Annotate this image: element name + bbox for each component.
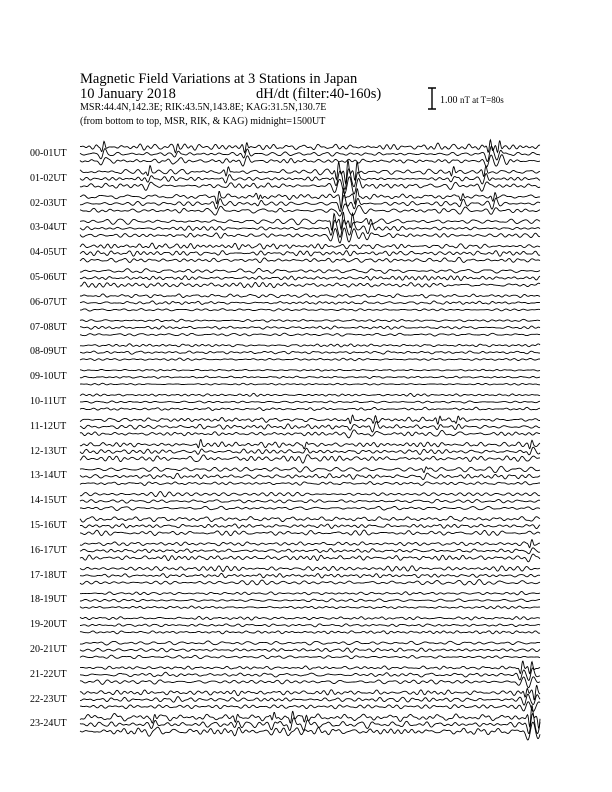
row-label-11-12UT: 11-12UT: [30, 420, 67, 432]
trace-kag-12-13UT: [80, 440, 540, 449]
trace-msr-05-06UT: [80, 282, 540, 288]
trace-rik-16-17UT: [80, 548, 540, 554]
trace-rik-21-22UT: [80, 668, 540, 680]
row-label-17-18UT: 17-18UT: [30, 569, 67, 581]
hour-row-11-12UT: [80, 415, 540, 438]
trace-kag-06-07UT: [80, 294, 540, 298]
trace-rik-12-13UT: [80, 447, 540, 455]
row-label-10-11UT: 10-11UT: [30, 396, 67, 407]
row-label-06-07UT: 06-07UT: [30, 296, 67, 308]
row-label-20-21UT: 20-21UT: [30, 644, 67, 655]
scale-value: 1.00: [440, 95, 458, 106]
trace-kag-17-18UT: [80, 566, 540, 572]
chart-title: Magnetic Field Variations at 3 Stations in Japan: [80, 71, 358, 87]
scale-unit: nT at T=80s: [460, 95, 504, 105]
quantity-label: dH/dt (filter:40-160s): [256, 86, 382, 102]
trace-msr-19-20UT: [80, 631, 540, 634]
trace-msr-13-14UT: [80, 482, 540, 486]
row-label-21-22UT: 21-22UT: [30, 668, 67, 680]
trace-rik-20-21UT: [80, 648, 540, 652]
trace-rik-14-15UT: [80, 499, 540, 503]
trace-kag-18-19UT: [80, 592, 540, 595]
trace-msr-15-16UT: [80, 530, 540, 536]
trace-rik-04-05UT: [80, 251, 540, 257]
row-label-02-03UT: 02-03UT: [30, 197, 67, 209]
row-label-03-04UT: 03-04UT: [30, 222, 67, 234]
trace-msr-08-09UT: [80, 358, 540, 361]
row-label-01-02UT: 01-02UT: [30, 172, 67, 184]
trace-kag-11-12UT: [80, 415, 540, 424]
trace-msr-09-10UT: [80, 383, 540, 385]
station-order-note: (from bottom to top, MSR, RIK, & KAG) midnight=1500UT: [80, 116, 326, 127]
trace-kag-14-15UT: [80, 492, 540, 497]
trace-rik-18-19UT: [80, 599, 540, 602]
row-label-04-05UT: 04-05UT: [30, 247, 67, 259]
trace-msr-18-19UT: [80, 606, 540, 609]
hour-row-12-13UT: [80, 440, 540, 464]
trace-msr-17-18UT: [80, 580, 540, 585]
row-label-00-01UT: 00-01UT: [30, 148, 67, 159]
trace-kag-08-09UT: [80, 344, 540, 347]
trace-rik-10-11UT: [80, 401, 540, 403]
trace-kag-19-20UT: [80, 616, 540, 620]
row-label-12-13UT: 12-13UT: [30, 445, 67, 457]
hour-row-03-04UT: [80, 212, 540, 243]
trace-rik-13-14UT: [80, 473, 540, 480]
trace-msr-06-07UT: [80, 309, 540, 311]
trace-rik-08-09UT: [80, 351, 540, 354]
row-label-19-20UT: 19-20UT: [30, 619, 67, 631]
row-label-22-23UT: 22-23UT: [30, 693, 67, 705]
trace-msr-07-08UT: [80, 333, 540, 336]
trace-msr-22-23UT: [80, 702, 540, 712]
hour-row-06-07UT: [80, 294, 540, 311]
row-label-18-19UT: 18-19UT: [30, 594, 67, 606]
trace-msr-04-05UT: [80, 257, 540, 262]
row-label-08-09UT: 08-09UT: [30, 346, 67, 358]
trace-msr-16-17UT: [80, 554, 540, 562]
hour-row-15-16UT: [80, 516, 540, 535]
hour-row-00-01UT: [80, 140, 540, 167]
hour-row-13-14UT: [80, 466, 540, 485]
trace-rik-09-10UT: [80, 376, 540, 378]
hour-row-10-11UT: [80, 393, 540, 410]
trace-kag-00-01UT: [80, 140, 540, 153]
hour-row-09-10UT: [80, 369, 540, 385]
row-label-16-17UT: 16-17UT: [30, 544, 67, 556]
trace-kag-07-08UT: [80, 319, 540, 322]
row-label-15-16UT: 15-16UT: [30, 520, 67, 531]
trace-kag-21-22UT: [80, 661, 540, 673]
trace-rik-11-12UT: [80, 422, 540, 433]
hour-row-16-17UT: [80, 540, 540, 562]
trace-kag-02-03UT: [80, 189, 540, 209]
station-coordinates: MSR:44.4N,142.3E; RIK:43.5N,143.8E; KAG:31.5N,130.7E: [80, 102, 327, 113]
hour-row-21-22UT: [80, 661, 540, 688]
trace-kag-05-06UT: [80, 269, 540, 274]
row-label-09-10UT: 09-10UT: [30, 371, 67, 383]
row-label-13-14UT: 13-14UT: [30, 470, 67, 482]
hour-row-20-21UT: [80, 641, 540, 659]
trace-msr-20-21UT: [80, 655, 540, 659]
hour-row-04-05UT: [80, 243, 540, 263]
trace-kag-04-05UT: [80, 243, 540, 249]
trace-kag-15-16UT: [80, 516, 540, 522]
hour-row-02-03UT: [80, 189, 540, 217]
trace-msr-02-03UT: [80, 204, 540, 216]
trace-rik-06-07UT: [80, 301, 540, 305]
scale-bar: [428, 88, 436, 109]
trace-kag-22-23UT: [80, 686, 540, 700]
trace-rik-07-08UT: [80, 326, 540, 329]
hour-row-17-18UT: [80, 566, 540, 585]
hour-row-18-19UT: [80, 592, 540, 609]
trace-kag-10-11UT: [80, 393, 540, 396]
trace-rik-05-06UT: [80, 276, 540, 281]
trace-msr-00-01UT: [80, 155, 540, 167]
chart-date: 10 January 2018: [80, 86, 176, 102]
trace-msr-21-22UT: [80, 677, 540, 688]
trace-msr-03-04UT: [80, 228, 540, 243]
row-label-14-15UT: 14-15UT: [30, 495, 67, 507]
hour-row-05-06UT: [80, 269, 540, 288]
trace-msr-11-12UT: [80, 430, 540, 438]
trace-msr-14-15UT: [80, 506, 540, 510]
hour-row-08-09UT: [80, 344, 540, 361]
trace-msr-10-11UT: [80, 407, 540, 410]
trace-rik-17-18UT: [80, 573, 540, 578]
row-label-23-24UT: 23-24UT: [30, 718, 67, 730]
trace-kag-09-10UT: [80, 369, 540, 371]
hour-row-07-08UT: [80, 319, 540, 336]
hour-row-22-23UT: [80, 686, 540, 712]
trace-rik-15-16UT: [80, 524, 540, 529]
row-label-07-08UT: 07-08UT: [30, 321, 67, 333]
trace-rik-22-23UT: [80, 694, 540, 705]
trace-rik-19-20UT: [80, 624, 540, 627]
hour-row-14-15UT: [80, 492, 540, 511]
trace-kag-13-14UT: [80, 466, 540, 472]
trace-kag-16-17UT: [80, 540, 540, 548]
trace-rik-00-01UT: [80, 146, 540, 161]
row-label-05-06UT: 05-06UT: [30, 272, 67, 283]
hour-row-19-20UT: [80, 616, 540, 633]
trace-msr-12-13UT: [80, 455, 540, 463]
hour-row-23-24UT: [80, 705, 540, 740]
hour-row-01-02UT: [80, 160, 540, 194]
trace-kag-20-21UT: [80, 641, 540, 645]
